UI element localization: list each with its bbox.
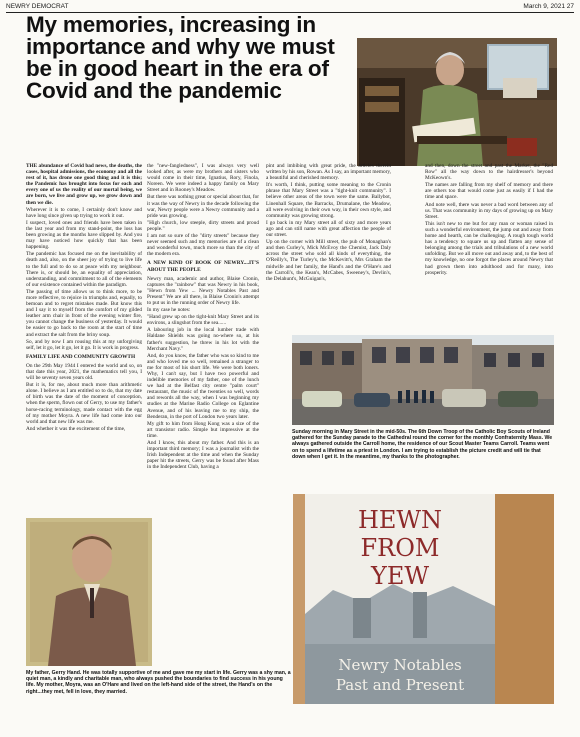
paragraph: I am not so sure of the "dirty streets" because they never seemed such and my memories are of a clean and wonderful town, much more so than the city of the modern era. xyxy=(147,233,259,258)
paragraph: The names are falling from my shelf of memory and there are others too that would come just as easily if I had the time and space. xyxy=(425,182,553,201)
paragraph: It's worth, I think, putting some meaning to the Cronin phrase that Mary Street was a "tight-knit community". I believe other areas of the town were the same. Ballybot, Linenhall Square, the Barracks, Drumalane, the Meadow, all were evolving in their own way, in their own style, and community was growing strong. xyxy=(266,182,391,219)
article-column-3 xyxy=(266,163,391,299)
article-lead: THE abundance of Covid bad news, the deaths, the cases, hospital admissions, the economy and all the rest of it, has drone one good thing and it is this; the Pandemic has brought into focus for each and every one of us the reality of our mortal being, we are born, we live and grow up, we grow down and then we die. xyxy=(26,163,142,206)
paragraph: The pandemic has focused me on the inevitability of death and, also, on the sheer joy of trying to live life to the full and to do so at peace with my neighbour. There is, or should be, an equality of appreciation, understanding, and commitment to all of the elements of our existence contained within the paradigm. xyxy=(26,251,142,288)
article-column-2 xyxy=(147,163,259,508)
book-subtitle-line-2: Past and Present xyxy=(335,676,465,694)
paragraph: And, do you know, the father who was so kind to me and who loved me so well, remained a stranger to me for most of his short life. We were both loners. Why, I can't say, but I have two powerful and indelible memories of my father, one of the lunch we had at the Belfast city centre "palm court" restaurant, the music of the twenties so well, words and rewords all the way, when I was beginning my studies at the Marine Radio College on Eglantine Avenue, and of his leaving me to my ship, the Benderan, in the port of London two years later. xyxy=(147,352,259,420)
street-photo-caption: Sunday morning in Mary Street in the mid-50s. The 6th Down Troop of the Catholic Boy Scouts of Ireland gathered for the Sunday parade to the Cathedral round the corner for the monthly Confraternity Mass. We always gathered outside the Carroll home, the residence of our Scout Master Teams Carroll. Teams went on to spend a lifetime as a priest in London. I am trying to establish the picture credit and will tie that down when I get it. In the meantime, my thanks to the photographer. xyxy=(292,429,553,460)
man-reading-photo xyxy=(357,38,557,166)
paragraph: I suspect, loved ones and friends have been taken in the last year and from my stand-point, the loss has been growing as the months have slipped by. And you may have noticed how quickly that has been happening. xyxy=(26,219,142,251)
subheading: A NEW KIND OF BOOK OF NEWRY....IT'S ABOUT THE PEOPLE xyxy=(147,260,259,273)
paragraph: On the 29th May 1944 I entered the world and so, on that date this year, 2021, the mathematics tell you, I will be seventy seven years old. xyxy=(26,362,142,382)
paragraph: In my case he notes: xyxy=(147,307,191,314)
date-page: March 9, 2021 27 xyxy=(523,3,574,10)
paragraph: "Hand grew up on the tight-knit Mary Street and its environs, a slingshot from the sea...... xyxy=(147,314,259,327)
article-column-1 xyxy=(26,163,142,523)
paragraph: And I know, this about my father. And this is an important third memory; I was a journalist with the Irish Independent at the time and when the Sunday paper hit the streets, Gerry was be found after Mass in the Independent Club, having a xyxy=(147,440,259,471)
paper-name: NEWRY DEMOCRAT xyxy=(6,3,69,10)
paragraph: So, and by now I am rousing this at my unforgiving self, let it go, let it go, let it go. It is work in progress. xyxy=(26,338,142,351)
paragraph: and then, down the street and past the Market, the "Red Row" all the way down to the hairdresser's beyond McKeown's. xyxy=(425,163,553,182)
portrait-caption: My father, Gerry Hand. He was totally supportive of me and gave me my start in life. Gerry was a shy man, a quiet man, a kindly and charitable man, who always pushed the boundaries to find success in his young life. My mother, Moyra, was an O'Hare and lived on the left-hand side of the street, the Hand's on the right...they met, fell in love, they married. xyxy=(26,670,291,695)
father-portrait-photo xyxy=(26,518,152,666)
mary-street-photo xyxy=(292,335,554,425)
paragraph: Newry man, academic and author, Blaise Cronin, captures the "rainbow" that was Newry in his book, "Hewn from Yew ... Newry Notables Past and Present" We are all there, in Blaise Cronin's attempt to put us in the running order of Newry life. xyxy=(147,275,259,306)
paragraph: But it is, for me, about much more than arithmetic alone. I believe as I am entitled so to do, that my date of birth was the date of the moment of conception, when the sperm, flown out of Gerry, to use my father's horse-racing terminology, made contact with the egg of my mother Moyra. A new life had come into our world and that new life was me. xyxy=(26,382,142,425)
paragraph: "High church, low steeple, dirty streets and proud people." xyxy=(147,219,259,232)
book-title-line-1: HEWN xyxy=(357,506,443,534)
paragraph: I go back in my Mary street all of sixty and more years ago and can still name with great affection the people of our street. xyxy=(266,219,391,239)
paragraph: My gift to him from Hong Kong was a size of the art transistor radio. Simple but impressive at the time. xyxy=(147,420,259,439)
paragraph: This isn't new to me but for any man or woman raised in such a wonderful environment, the jump out and away from home and hearth, can be challenging. A rough tough world has a tendency to square us up and flatten any sense of belonging among the trials and tribulations of a new world unfolding. But we all move out and away and, to the best of my knowledge, no one forgot the places around Newry that had grown them into adulthood and for many, into prosperity. xyxy=(425,220,553,276)
headline: My memories, increasing in importance and why we must be in good heart in the era of Covid and the pandemic xyxy=(26,12,335,103)
paragraph: But there was nothing great or special about that, for it was the way of Newry in the decade following the war, Newry people were a Newry community and a pride was growing. xyxy=(147,194,259,219)
book-subtitle-line-1: Newry Notables xyxy=(338,656,462,674)
book-cover-photo xyxy=(293,494,554,704)
paragraph: A labouring job in the local lumber trade with Haldane Shields was going no-where so, at his father's suggestion, he threw in his lot with the Merchant Navy." xyxy=(147,327,259,352)
article-column-4 xyxy=(425,163,553,333)
paragraph: pint and imbibing with great pride, the articles therein written by his son, Rowan. As I say, an important memory, a beautiful and cherished memory. xyxy=(266,163,391,182)
paragraph: Up on the corner with Mill street, the pub of Monaghan's and then Curley's, Mick McEvoy the Chemist, Jack Daly across the street who sold all kinds of everything, the O'Reilly's, The Turley's, the McKevitt's, Mrs Graham the midwife and her family, the Hand's and the O'Hare's and the Carroll's, the Kean's, McCabes, Sweeney's, Devlin's, the Delahunt's, McGuigan's, xyxy=(266,239,391,282)
book-title-line-3: YEW xyxy=(370,562,430,590)
paragraph: Wherever it is to come, I certainly don't know and have long since given up trying to work it out. xyxy=(26,206,142,219)
book-title-line-2: FROM xyxy=(360,534,440,562)
paragraph: And whether it was the excitement of the time, xyxy=(26,425,126,432)
paragraph: the "new-fangledness", I was always very well looked after, as were my brothers and sisters who would come in their time, Ignatius, Rory, Finola, Noreen. We were indeed a happy family on Mary Street and in Rooney's Meadow. xyxy=(147,163,259,194)
paragraph: The passing of time allows us to think more, to be more reflective, to rejoice in triumphs and, equally, to bemoan and to regret mistakes made. But know this and I say it to myself from the comfort of my gilded leather arm chair in front of the evening winter fire, you cannot change the business of yesterday. It would be easier to go back to the room at the start of time and extract the salt from the briny soup. xyxy=(26,288,142,338)
subheading: FAMILY LIFE AND COMMUNITY GROWTH xyxy=(26,353,136,360)
paragraph: And note well, there was never a bad word between any of us. That was community in my days of growing up on Mary Street. xyxy=(425,201,553,220)
